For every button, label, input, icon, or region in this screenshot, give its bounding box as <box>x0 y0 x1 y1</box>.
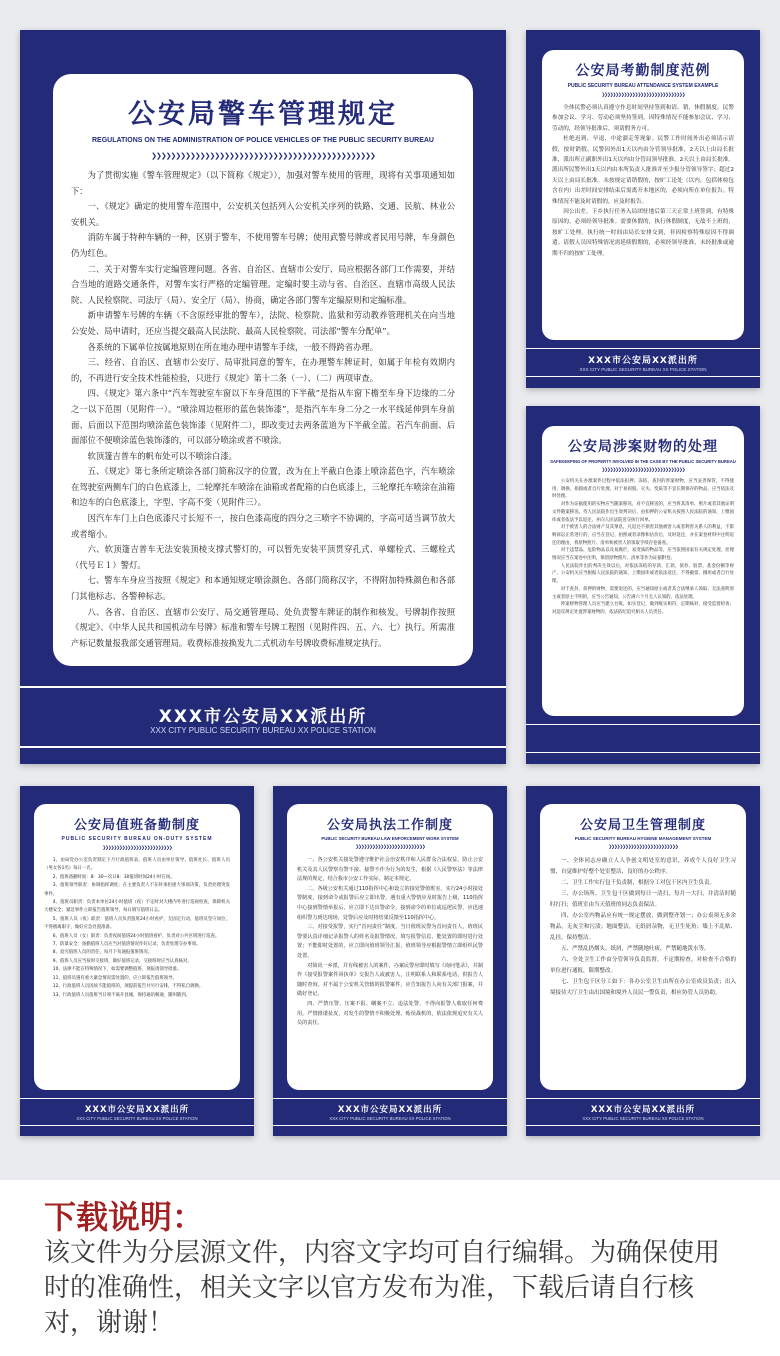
download-note-body: 该文件为分层源文件，内容文字均可自行编辑。为确保使用时的准确性，相关文字以官方发布为准，下载后请自行核对，谢谢！ <box>44 1238 721 1338</box>
footer-subtitle: XXX CITY PUBLIC SECURITY BUREAU XX POLICE STATION <box>150 726 376 735</box>
footer-stripe <box>20 1125 254 1126</box>
list-item: 3、值班领导职责：协调指挥调度；在主要负责人不在时承担重大事项决策，负责处理突发事件。 <box>44 883 230 897</box>
paragraph: 四、严禁压警、压案不报、瞒案不立、违法处警，不得向报警人收取任何费用。严禁推诿扯皮，对发生的警情不积极处理、贻误战机的，依法依规追究有关人员的责任。 <box>297 1000 483 1027</box>
paragraph: 六、全处卫生工作由分管领导负责监督，不定期检查，对检查不合格的单位进行通报，限期整改。 <box>550 957 736 974</box>
list-item: 6、值班人员（女）职责：负责夜间值班24小时值班看护，负责对公共区域进行巡查。 <box>52 933 220 939</box>
paragraph: 三、对接受报警，实行“首问责任”制度，当日值班民警为首问责任人，值班民警要认真详细记录报警人的姓名及报警情况，填写报警信息，能处置的即时进行处置；不能即时处置的，应立即向值班领导汇报，值班领导应根据警情立即组织民警处置。 <box>297 924 483 959</box>
board-card <box>542 50 744 340</box>
paragraph: 各系统的下属单位按属地原则在所在地办理申请警车手续，一般不得跨省办理。 <box>87 341 378 352</box>
footer-stripe <box>526 348 760 349</box>
paragraph: 对简讯一乡派，并有线被害人的案件，办案民警应即时填写《询问笔录》，并制作《接受报警案件回执单》交报告人或被害人，注明联系人和联系电话，供报告人随时查询。对不属于公安机关管辖的报警案件，应告知报告人向有关部门报案，并做好登记。 <box>297 962 483 998</box>
board-subtitle: PUBLIC SECURITY BUREAU HYGIENE MANAGEMENT SYSTEM <box>574 836 712 841</box>
paragraph: 对于被害人的合法财产及其孳息，凡返还不损害其他被害人或者利害关系人的利益，不影响诉讼正常进行的，应当在登记、拍照或者录像和估价后，及时返还，并在案卷材料中注明返还的理由，将原物照片、清单和被害人的领取手续存卷备查。 <box>552 525 734 546</box>
board-title: 公安局值班备勤制度 <box>73 818 200 833</box>
footer-stripe <box>20 686 506 688</box>
paragraph: 二、关于对警车实行定编管理问题。各省、自治区、直辖市公安厅、局应根据各部门工作需要，并结合当地的道路交通条件，对警车实行严格的定编管理。定编时要主动与省、自治区、直辖市高级人民法院、人民检察院、司法厅（局）、安全厅（局）、协商，确定各部门警车定编原则和定编标准。 <box>71 263 455 305</box>
board-body <box>297 856 483 1088</box>
paragraph: 消防车属于特种车辆的一种，区别于警车，不使用警车号牌；使用武警号牌或者民用号牌，车身颜色仍为红色。 <box>71 232 455 258</box>
paragraph: 对于违禁品、危险物品以及易腐烂、易变质的物品等，应当依照国家有关规定处理，处理情况应当在案卷中注明，保留原物照片、清单等作为证据附卷。 <box>552 548 734 562</box>
paragraph: 四、《规定》第六条中“汽车驾驶室车窗以下车身范围的下半截”是指从车窗下檐至车身下边缘的二分之一以下范围（见附件一）。“喷涂周边框形的蓝色装饰漆”，是指汽车车身二分之一水平线延伸到车身前面、后面以下范围均喷涂蓝色装饰漆（见附件二），即改变过去两条蓝道为下半截全蓝。若汽车前面、后面部位不便喷涂蓝色装饰漆的，可以部分喷涂或者不喷涂。 <box>71 388 455 446</box>
list-item: 11、值班员遇有重大紧急情况需处置的，应立即报告值班领导。 <box>52 975 177 981</box>
list-item: 1、由局党办公室负责制定下月行政值班表，值班人员由单位领导、值班社长、值班人员（男女各1名）每日一名。 <box>44 858 230 872</box>
board-property-handling <box>526 406 760 764</box>
list-item: 13、行政值班人员值班当日须不离开县城，保持通讯畅通，随叫随到。 <box>52 992 191 998</box>
board-card <box>53 74 473 666</box>
board-card <box>542 426 744 716</box>
list-item: 10、法律不能在特殊情况下，如需要调整值班，须报请领导批准。 <box>52 967 182 973</box>
board-subtitle: PUBLIC SECURITY BUREAU ATTENDANCE SYSTEM EXAMPLE <box>567 83 719 89</box>
board-on-duty <box>20 786 254 1136</box>
footer-stripe <box>526 724 760 725</box>
board-hygiene <box>526 786 760 1136</box>
footer-stripe <box>273 1125 507 1126</box>
paragraph: 公安机关在办理案件过程中依法扣押、冻结、查封的涉案财物，应当妥善保管，不得使用、调换、损毁或者自行处理，对于易损毁、灭失、变质等不宜长期保存的物品，应当依法及时处理。 <box>552 479 734 500</box>
footer-stripe <box>526 752 760 753</box>
footer-stripe <box>526 1125 760 1126</box>
paragraph: 七、警车车身应当按照《规定》和本通知规定喷涂颜色、各部门简称汉字，不得附加特殊颜色和各部门其他标志、各警种标志。 <box>71 575 455 602</box>
paragraph: 软顶篷吉普车的帆布处可以不喷涂白漆。 <box>87 450 237 461</box>
footer-title: XXX市公安局XX派出所 <box>590 1105 696 1115</box>
paragraph: 全体民警必须认真遵守作息时间坚持签到和请、销、休假制度。民警参加会议、学习、劳动必须坚持签到，因特殊情况不能参加会议、学习、劳动的，经领导批准后，须请假务方可。 <box>552 105 734 132</box>
board-subtitle: REGULATIONS ON THE ADMINISTRATION OF POLICE VEHICLES OF THE PUBLIC SECURITY BUREAU <box>92 137 434 144</box>
chevron-divider: ❯❯❯❯❯❯❯❯❯❯❯❯❯❯❯❯❯❯❯❯❯❯❯❯❯ <box>102 846 172 851</box>
list-item: 9、值班人员应当按时交接班，做好值班记录，交接班时应当认真核对。 <box>52 958 192 964</box>
paragraph: 七、卫生包干区分工如下：各办公室卫生由所在办公室成员负责；出入境接待大厅卫生由出国境和境外人员民一警负责，相应协管人员协助。 <box>550 979 736 996</box>
footer-title: XXX市公安局XX派出所 <box>84 1105 190 1115</box>
board-title: 公安局警车管理规定 <box>128 99 398 130</box>
paragraph: 二、各级公安机关通过110指挥中心和设立的接处警值班室，实行24小时接处警制度，接到命令或报警后应立即出警，遇有重大警情应及时报告上级，110指挥中心接到警情举报后，应立即下达出警命令，接到命令的单位或巡逻民警，应迅速组织警力到达现场，处警后应及时将结果反馈至110指挥中心。 <box>297 885 483 921</box>
board-title: 公安局涉案财物的处理 <box>568 439 718 455</box>
chevron-divider: ❯❯❯❯❯❯❯❯❯❯❯❯❯❯❯❯❯❯❯❯❯❯❯❯❯ <box>355 845 425 850</box>
chevron-divider: ❯❯❯❯❯❯❯❯❯❯❯❯❯❯❯❯❯❯❯❯❯❯❯❯❯❯❯❯❯❯ <box>601 468 685 473</box>
footer-stripe <box>20 1098 254 1099</box>
paragraph: 一、全体同志应确立人人争创文明处室的意识，养成个人良好卫生习惯，自觉维护好整个处室整洁、良好的办公秩序。 <box>550 858 736 875</box>
board-body <box>71 168 455 648</box>
chevron-divider: ❯❯❯❯❯❯❯❯❯❯❯❯❯❯❯❯❯❯❯❯❯❯❯❯❯ <box>608 845 678 850</box>
list-item: 2、值班备勤时间：8：30—次日8：30值班时间24小时在岗。 <box>52 874 175 880</box>
board-body <box>552 103 734 339</box>
list-item: 8、追究值班人员的责任，每月下旬通报值班情况。 <box>52 950 153 956</box>
paragraph: 涉案财物管理人员应当建立台账，如实登记，做到账实相符，定期核对，接受监督检查；对违反规定处置涉案财物的，依法依纪追究相关人员责任。 <box>552 602 734 615</box>
footer-subtitle: XXX CITY PUBLIC SECURITY BUREAU XX POLICE STATION <box>329 1116 451 1121</box>
board-card <box>34 804 240 1090</box>
board-body <box>552 478 734 714</box>
paragraph: 五、严禁乱扔烟头、纸屑，严禁随地吐痰，严禁随地泼水等。 <box>561 946 710 952</box>
board-card <box>540 804 746 1090</box>
paragraph: 一、各公安机关接处警遵守维护社会治安秩序和人民群众合法权益，防止公安机关及其人民警察有警不接、接警不作为行为的发生，根据《人民警察法》等法律法规的规定，结合我市公安工作实际，制定本规定。 <box>297 857 483 883</box>
board-subtitle: SAFEKEEPING OF PROPERTY INVOLVED IN THE CASE BY THE PUBLIC SECURITY BUREAU <box>550 459 736 464</box>
paragraph: 新申请警车号牌的车辆（不含原经审批的警车），法院、检察院、监狱和劳动教养管理机关在向当地公安处、局申请时，还应当提交最高人民法院、最高人民检察院、司法部“警车分配单”。 <box>71 310 455 336</box>
list-item: 7、防暴安全：备勤值班人员应当对值班情况作好记录，负责处理交办事项。 <box>52 942 201 948</box>
footer-subtitle: XXX CITY PUBLIC SECURITY BUREAU XX POLICE STATION <box>582 1116 704 1121</box>
board-title: 公安局考勤制度范例 <box>575 63 711 79</box>
paragraph: 五、《规定》第七条所定喷涂各部门简称汉字的位置，改为在上半截白色漆上喷涂蓝色字，汽车喷涂在驾驶室两侧车门的白色底漆上，二轮摩托车喷涂在油箱或者配箱的白色底漆上，三轮摩托车喷涂在油箱和边车的白色底漆上，字型、字高不变（见附件三）。 <box>71 466 455 508</box>
footer-stripe <box>526 376 760 377</box>
paragraph: 杜绝迟到、早退、中途溜走等现象。民警工作时间外出必须请示请假，按时销假。民警因外出1天以内由分管领导批准，2天以上由局长批准，派出所正副职外出1天以内由分管局领导批准，2天以上由局长批准。派出所民警外出1天以内由本所负责人批准并至少报分管领导签字；超过2天以上由局长批准。未按规定请销假的，按旷工论处（以内，包括体检包含在内）出差时间安排结束后需离开本地区的，必须向所在单位报告。特殊情况不能及时请假的，应及时报告。 <box>552 136 734 205</box>
footer-stripe <box>273 1098 507 1099</box>
footer-title: XXX市公安局XX派出所 <box>158 707 368 727</box>
paragraph: 四、办公室内物品应有统一规定摆放，做到整齐划一；办公桌须无多余物品，无灰尘和污渍；地面整洁，无纸屑杂物，无卫生死角；墙上不乱贴、乱挂，保持整洁。 <box>550 913 736 941</box>
paragraph: 三、办公场所、卫生包干区做到每日一清扫，每月一大扫，并清洁时随时打扫；值班室由当天值班的同志负责保洁。 <box>550 891 736 908</box>
board-subtitle: PUBLIC SECURITY BUREAU ON-DUTY SYSTEM <box>61 836 213 842</box>
list-item: 5、值班人员（夜）职责：值班人员负责值班24小时看护，无固定行动，值班员坚守岗位，不得擅离职守，做好应急处置准备。 <box>44 916 230 931</box>
paragraph: 对作为证据使用的实物应当随案移送，对不宜移送的，应当将其清单、照片或者其他证明文件随案移送。待人民法院作出生效判决后，由扣押的公安机关按照人民法院的通知，上缴国库或者依法予以返还，并向人民法院送交执行回单。 <box>552 502 734 523</box>
board-body <box>550 856 736 1088</box>
footer-stripe <box>526 1098 760 1099</box>
download-note-heading: 下载说明： <box>44 1198 205 1236</box>
chevron-divider: ❯❯❯❯❯❯❯❯❯❯❯❯❯❯❯❯❯❯❯❯❯❯❯❯❯❯❯❯❯❯❯❯❯❯❯❯❯❯❯❯❯❯❯❯❯❯ <box>151 152 375 160</box>
paragraph: 八、各省、自治区、直辖市公安厅、局交通管理局、处负责警车牌证的制作和核发。号牌制作按照《规定》、《中华人民共和国机动车号牌》标准和警车号牌工程图（见附件四、五、六、七）执行。所需准产标记数量报我部交通管理局。收费标准按换发九二式机动车号牌收费标准规定执行。 <box>71 606 455 648</box>
board-title: 公安局卫生管理制度 <box>579 818 706 833</box>
paragraph: 因汽车车门上白色底漆尺寸长短不一，按白色漆高度的四分之三喷字不协调的，字高可适当调节放大或者缩小。 <box>71 513 455 539</box>
board-card <box>287 804 493 1090</box>
list-item: 12、行政值班人员因故不能值班的，须提前报告并另行安排，不得私自调换。 <box>52 984 204 990</box>
paragraph: 为了贯彻实施《警车管理规定》（以下简称《规定》），加强对警车使用的管理，现将有关事项通知如下： <box>71 170 455 196</box>
chevron-divider: ❯❯❯❯❯❯❯❯❯❯❯❯❯❯❯❯❯❯❯❯❯❯❯❯❯❯❯❯❯❯ <box>601 93 685 98</box>
footer-stripe <box>20 746 506 748</box>
board-body <box>44 857 230 1089</box>
board-attendance <box>526 30 760 388</box>
board-title: 公安局执法工作制度 <box>326 818 453 833</box>
paragraph: 三、经省、自治区、直辖市公安厅、局审批同意的警车，在办理警车牌证时，如属于年检有效期内的，不再进行安全技术性能检验，只进行《规定》第十二条（一）、（二）两项审查。 <box>71 357 455 383</box>
paragraph: 人民法院作出的判决生效以后，对依法冻结的存款、汇款、债券、股票、基金份额等财产，公安机关应当根据人民法院的通知，上缴国库或者依法返还，不得截留、挪用或者自行处理。 <box>552 563 734 585</box>
paragraph: 对于查封、扣押的财物，需要退还的，应当通知原主或者其合法继承人领取；无法查明原主或者原主不明的，应当公告通知，公告满六个月无人认领的，依法处理。 <box>552 586 734 600</box>
footer-subtitle: XXX CITY PUBLIC SECURITY BUREAU XX POLICE STATION <box>76 1116 198 1121</box>
paragraph: 一、《规定》确定的使用警车范围中，公安机关包括列入公安机关序列的铁路、交通、民航、林业公安机关。 <box>71 201 455 227</box>
paragraph: 六、软顶篷吉普车无法安装顶棱支撑式警灯的，可以暂先安装平顶贯穿孔式、单螺栓式、三螺栓式（代号Ｅ１）警灯。 <box>71 544 455 570</box>
board-subtitle: PUBLIC SECURITY BUREAU LAW ENFORCEMENT WORK SYSTEM <box>321 836 459 841</box>
footer-title: XXX市公安局XX派出所 <box>337 1105 443 1115</box>
footer-title: XXX市公安局XX派出所 <box>588 356 698 366</box>
paragraph: 二、卫生工作实行包干负责制，根据分工对包干区内卫生负责。 <box>561 880 716 886</box>
board-vehicle-regulations <box>20 30 506 764</box>
board-law-enforcement <box>273 786 507 1136</box>
list-item: 4、值班员职责：负责本单位24小时值班（夜）不定时对大楼内外进行巡视检查，保障机关大楼安全；紧急事件立即报告值班领导，每日填写值班日志。 <box>44 900 230 914</box>
paragraph: 因公出差，下乡执行任务入局团驻地后第三天正常上班签到，有特殊原因的，必须经领导批准。需要休假的，执行休假制度，无故不上班的，按旷工处理。执行统一时间由局长安排交到，非因检察特殊原因不得调遣。请假人员因特殊情况需延续假期的，必须经领导批准，未经批准或逾期不归的按旷工处理。 <box>552 209 734 257</box>
footer-subtitle: XXX CITY PUBLIC SECURITY BUREAU XX POLICE STATION <box>579 367 707 372</box>
